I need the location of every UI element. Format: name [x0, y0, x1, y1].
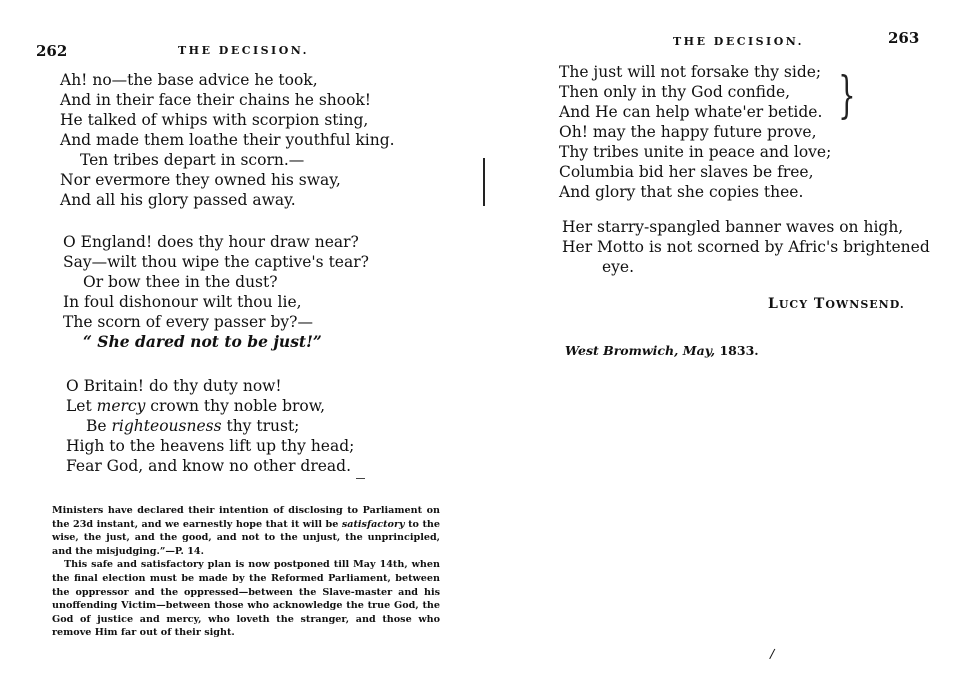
emphasis-word: mercy — [96, 397, 146, 415]
verse-line: The just will not forsake thy side; — [559, 63, 822, 81]
verse-line: eye. — [602, 258, 635, 276]
verse-line: Ah! no—the base advice he took, — [60, 71, 318, 89]
emphasis-word: righteousness — [111, 417, 222, 435]
stanza-5 — [562, 217, 930, 277]
verse-line: High to the heavens lift up thy head; — [66, 437, 355, 455]
verse-line: Nor evermore they owned his sway, — [60, 171, 341, 189]
print-mark: / — [768, 646, 776, 663]
footnote: Ministers have declared their intention of disclosing to Parliament on the 23d instant, and we earnestly hope that it will be satisfactory to the wise, the just, and the good, and not to the unjust, the unprincipled, and the misjudging.”—P. 14. — [52, 505, 440, 557]
verse-line: Or bow thee in the dust? — [83, 273, 278, 291]
running-head: THE DECISION. — [178, 44, 309, 57]
verse-line: Fear God, and know no other dread. — [66, 457, 352, 475]
stanza-4 — [559, 62, 831, 202]
verse-line: The scorn of every passer by?— — [63, 313, 313, 331]
verse-line: And He can help whate'er betide. — [559, 103, 823, 121]
author-signature: LUCY TOWNSEND. — [768, 296, 905, 312]
verse-line: O Britain! do thy duty now! — [66, 377, 282, 395]
verse-line-quote: “ She dared not to be just!” — [83, 332, 322, 351]
stanza-1 — [60, 70, 395, 210]
page-number: 263 — [888, 29, 920, 47]
place-date: West Bromwich, May, 1833. — [565, 343, 759, 358]
verse-line: And in their face their chains he shook! — [60, 91, 372, 109]
footnote: This safe and satisfactory plan is now postponed till May 14th, when the final election must be made by the Reformed Parliament, between the oppressor and the oppressed—between the Slave-master and his unoffending Victim—between those who acknowledge the true God, the God of justice and mercy, who loveth the stranger, and those who remove Him far out of their sight. — [52, 559, 440, 639]
verse-line: In foul dishonour wilt thou lie, — [63, 293, 302, 311]
print-mark — [356, 478, 365, 479]
verse-line: O England! does thy hour draw near? — [63, 233, 359, 251]
verse-line: Say—wilt thou wipe the captive's tear? — [63, 253, 369, 271]
page-gutter-line — [483, 158, 485, 206]
page-number: 262 — [36, 42, 68, 60]
footnotes — [52, 504, 440, 640]
verse-line: Ten tribes depart in scorn.— — [80, 151, 305, 169]
verse-line: And all his glory passed away. — [60, 191, 296, 209]
triplet-brace: } — [838, 66, 856, 124]
verse-line: And made them loathe their youthful king. — [60, 131, 395, 149]
verse-line: Her starry-spangled banner waves on high, — [562, 218, 904, 236]
verse-line: Columbia bid her slaves be free, — [559, 163, 814, 181]
stanza-2 — [63, 232, 369, 352]
verse-line: Be righteousness thy trust; — [86, 417, 300, 435]
verse-line: He talked of whips with scorpion sting, — [60, 111, 369, 129]
right-page — [490, 0, 980, 684]
running-head: THE DECISION. — [673, 35, 804, 48]
verse-line: Let mercy crown thy noble brow, — [66, 397, 326, 415]
verse-line: Oh! may the happy future prove, — [559, 123, 817, 141]
verse-line: Her Motto is not scorned by Afric's brightened — [562, 238, 930, 256]
verse-line: Thy tribes unite in peace and love; — [559, 143, 832, 161]
verse-line: Then only in thy God confide, — [559, 83, 791, 101]
stanza-3 — [66, 376, 354, 476]
verse-line: And glory that she copies thee. — [559, 183, 804, 201]
